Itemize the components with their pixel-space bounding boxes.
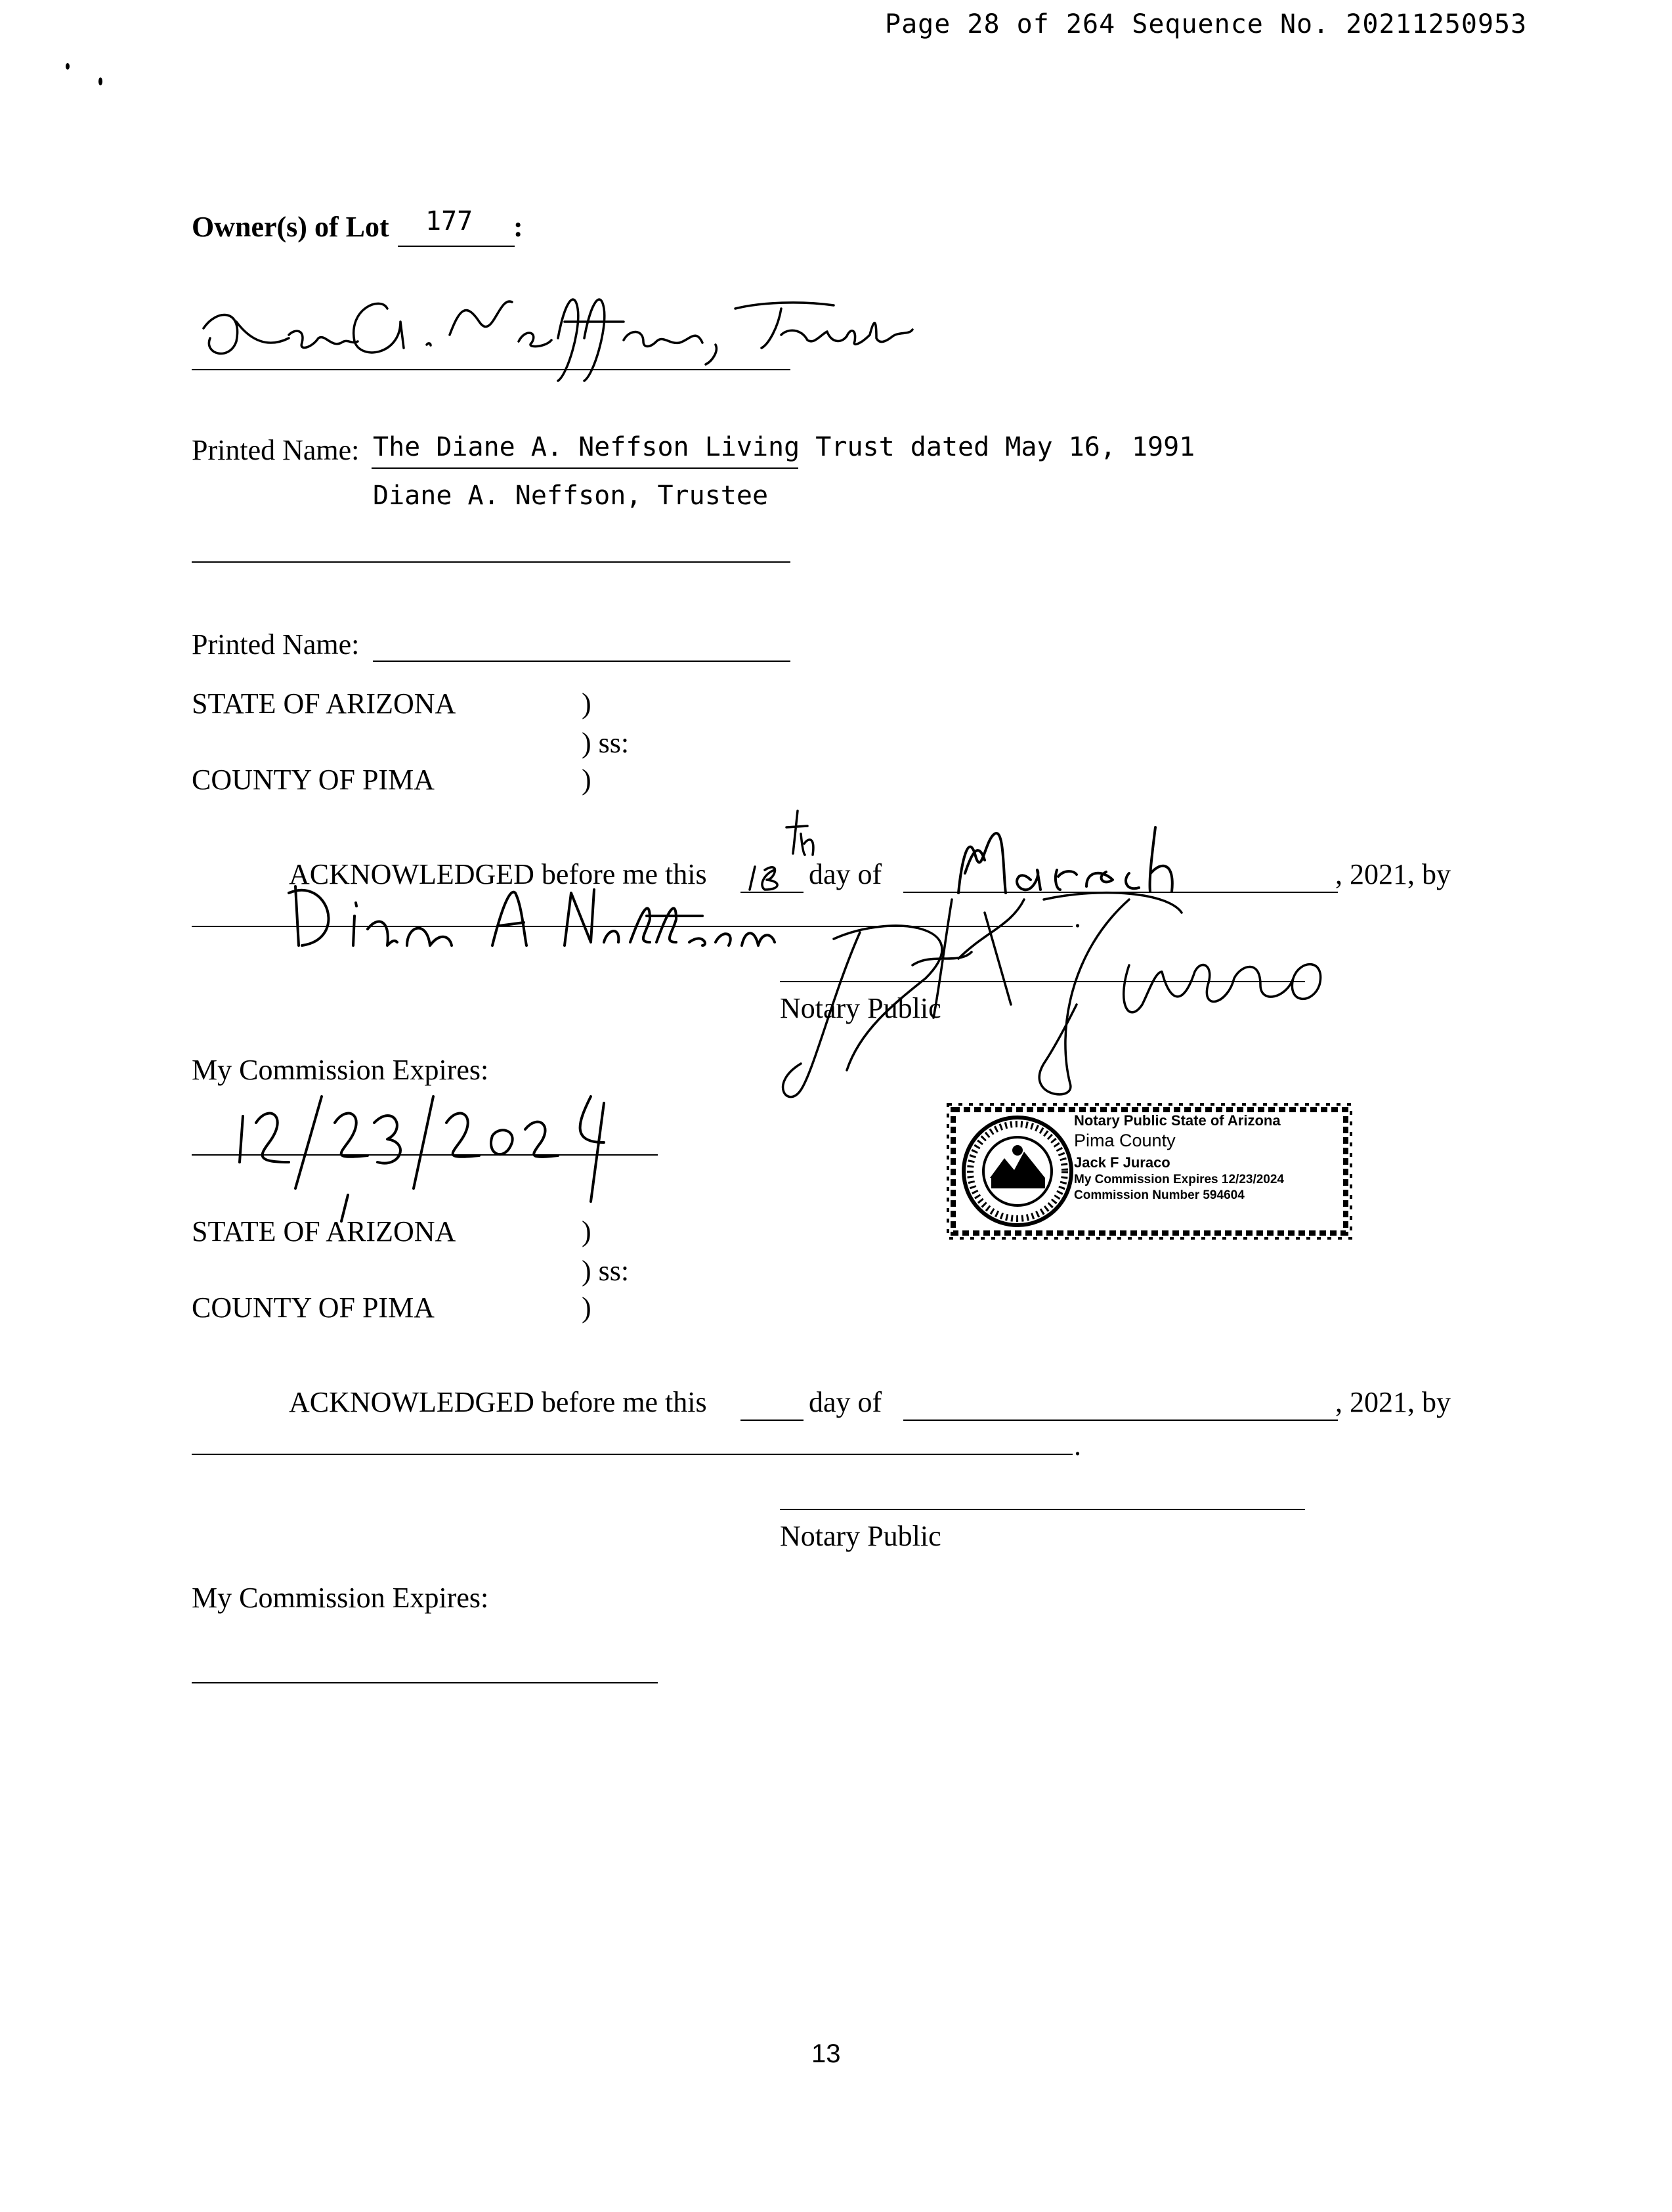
arizona-seal-icon bbox=[958, 1112, 1077, 1230]
printed-name-label-2: Printed Name: bbox=[192, 628, 360, 661]
ack-year-by-1: , 2021, by bbox=[1335, 858, 1451, 890]
state-label-2: STATE OF ARIZONA bbox=[192, 1215, 456, 1247]
owner-lot-label: Owner(s) of Lot bbox=[192, 211, 389, 243]
ack-name-period-2: . bbox=[1074, 1429, 1081, 1462]
county-label-1: COUNTY OF PIMA bbox=[192, 764, 435, 796]
second-owner-signature-line bbox=[192, 561, 790, 563]
ack-month-line-2 bbox=[903, 1420, 1338, 1421]
ack-name-period-1: . bbox=[1074, 901, 1081, 934]
venue-ss-2: ) ss: bbox=[582, 1255, 630, 1287]
county-label-2: COUNTY OF PIMA bbox=[192, 1291, 435, 1324]
venue-ss-1: ) ss: bbox=[582, 727, 630, 759]
notary-public-label-1: Notary Public bbox=[780, 992, 941, 1024]
commission-date-handwritten-1 bbox=[223, 1090, 643, 1234]
scan-speck bbox=[66, 63, 70, 70]
ack-day-of-1: day of bbox=[809, 858, 882, 890]
stamp-line-2: Pima County bbox=[1074, 1131, 1176, 1150]
lot-number-line bbox=[398, 246, 515, 247]
venue-paren-top-1: ) bbox=[582, 687, 591, 720]
printed-name-value-1b: Diane A. Neffson, Trustee bbox=[373, 481, 769, 511]
owner-signature bbox=[190, 282, 926, 387]
ack-prefix-2: ACKNOWLEDGED before me this bbox=[289, 1386, 707, 1418]
notary-signature-line-2 bbox=[780, 1509, 1305, 1510]
owner-lot-colon: : bbox=[513, 211, 523, 243]
stamp-line-1: Notary Public State of Arizona bbox=[1074, 1112, 1281, 1129]
lot-number: 177 bbox=[425, 206, 473, 236]
venue-paren-bottom-1: ) bbox=[582, 764, 591, 796]
stamp-line-4: My Commission Expires 12/23/2024 bbox=[1074, 1173, 1284, 1186]
notary-public-label-2: Notary Public bbox=[780, 1520, 941, 1552]
printed-name-underline-1 bbox=[372, 467, 798, 469]
state-label-1: STATE OF ARIZONA bbox=[192, 687, 456, 720]
scan-speck bbox=[98, 77, 102, 85]
printed-name-blank-line-2 bbox=[373, 661, 790, 662]
ack-prefix-1: ACKNOWLEDGED before me this bbox=[289, 858, 707, 890]
venue-paren-bottom-2: ) bbox=[582, 1291, 591, 1324]
owner-signature-line bbox=[192, 369, 790, 370]
ack-day-line-2 bbox=[740, 1420, 804, 1421]
ack-name-handwritten-1 bbox=[282, 880, 794, 952]
stamp-line-5: Commission Number 594604 bbox=[1074, 1188, 1245, 1202]
commission-expires-line-2 bbox=[192, 1682, 658, 1683]
notary-signature-1 bbox=[761, 873, 1352, 1070]
stamp-line-3: Jack F Juraco bbox=[1074, 1154, 1170, 1171]
commission-expires-label-1: My Commission Expires: bbox=[192, 1054, 489, 1086]
ack-name-line-2 bbox=[192, 1454, 1073, 1455]
page-number: 13 bbox=[811, 2039, 841, 2068]
ack-day-of-2: day of bbox=[809, 1386, 882, 1418]
venue-paren-top-2: ) bbox=[582, 1215, 591, 1247]
printed-name-value-1: The Diane A. Neffson Living Trust dated May 16, 1991 bbox=[373, 432, 1195, 462]
ack-year-by-2: , 2021, by bbox=[1335, 1386, 1451, 1418]
commission-expires-label-2: My Commission Expires: bbox=[192, 1582, 489, 1614]
printed-name-label-1: Printed Name: bbox=[192, 434, 360, 466]
page-sequence-header: Page 28 of 264 Sequence No. 20211250953 bbox=[885, 9, 1528, 39]
notary-stamp bbox=[943, 1099, 1356, 1244]
